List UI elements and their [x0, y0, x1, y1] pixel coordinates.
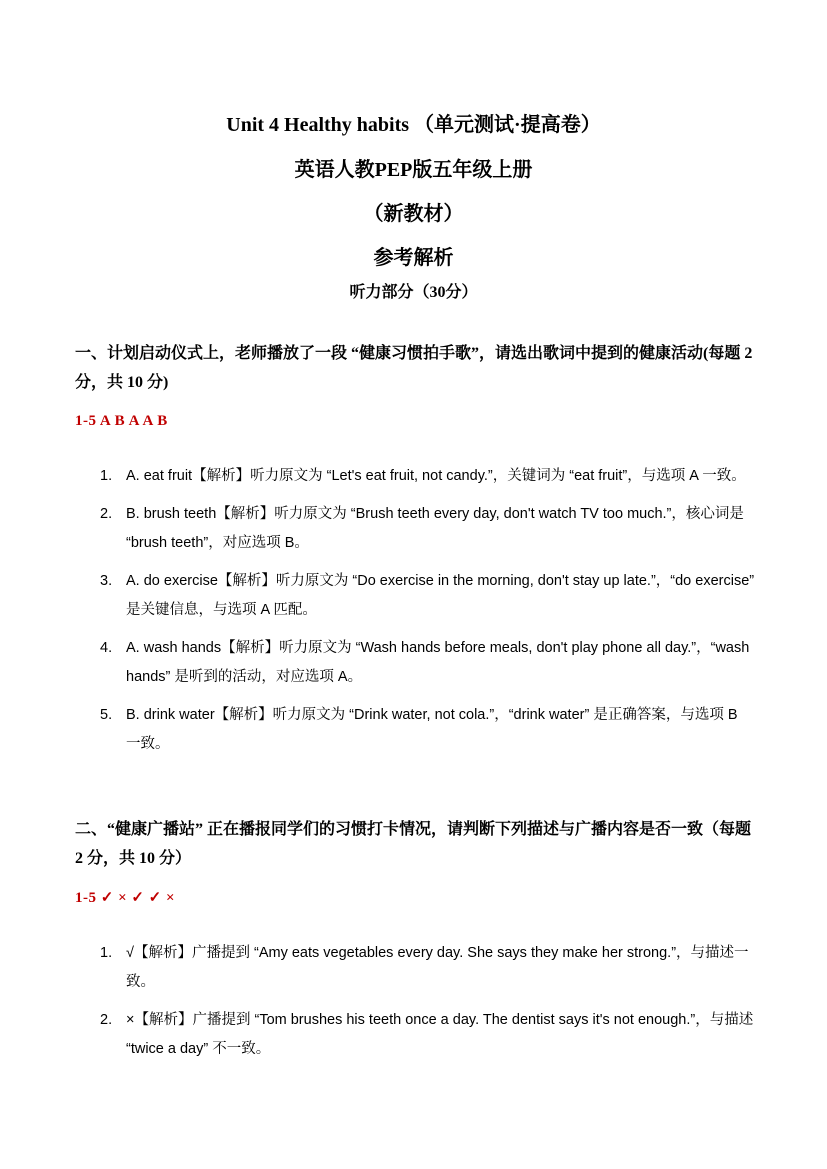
explanation-item [100, 462, 755, 491]
section-1-answers: 1-5 A B A A B [75, 413, 168, 429]
item-text: A. wash hands【解析】听力原文为 “Wash hands before meals, don't play phone all day.”，“wash hands” 是听到的活动，对应选项 A。 [126, 640, 750, 685]
section-2-answers: 1-5 ✓ × ✓ ✓ × [75, 890, 176, 906]
document-title: Unit 4 Healthy habits （单元测试·提高卷） [226, 114, 601, 136]
item-number: 2. [100, 1012, 113, 1028]
item-number: 5. [100, 707, 113, 723]
listening-part-label: 听力部分（30分） [349, 284, 478, 301]
section-2-explanations [100, 939, 755, 1073]
item-text: B. drink water【解析】听力原文为 “Drink water, not cola.”，“drink water” 是正确答案，与选项 B 一致。 [126, 707, 738, 752]
item-text: A. do exercise【解析】听力原文为 “Do exercise in the morning, don't stay up late.”，“do exercise” 是关键信息，与选项 A 匹配。 [126, 573, 755, 618]
edition-label: （新教材） [363, 203, 464, 225]
section-1-explanations [100, 462, 755, 768]
item-number: 2. [100, 506, 113, 522]
explanation-item [100, 567, 755, 625]
item-number: 1. [100, 468, 113, 484]
section-2-heading: 二、“健康广播站” 正在播报同学们的习惯打卡情况，请判断下列描述与广播内容是否一致（每题 2 分，共 10 分） [75, 821, 752, 867]
item-text: √【解析】广播提到 “Amy eats vegetables every day. She says they make her strong.”，与描述一致。 [126, 945, 749, 990]
document-subtitle: 英语人教PEP版五年级上册 [294, 159, 533, 181]
item-number: 4. [100, 640, 113, 656]
explanation-item [100, 1006, 755, 1064]
section-1-heading: 一、计划启动仪式上，老师播放了一段 “健康习惯拍手歌”，请选出歌词中提到的健康活动(每题 2 分，共 10 分) [75, 345, 753, 391]
answer-title: 参考解析 [373, 247, 454, 269]
explanation-item [100, 701, 755, 759]
item-text: ×【解析】广播提到 “Tom brushes his teeth once a day. The dentist says it's not enough.”，与描述 “twice a day” 不一致。 [126, 1012, 754, 1057]
item-text: A. eat fruit【解析】听力原文为 “Let's eat fruit, not candy.”，关键词为 “eat fruit”，与选项 A 一致。 [126, 468, 746, 484]
explanation-item [100, 939, 755, 997]
item-number: 3. [100, 573, 113, 589]
item-text: B. brush teeth【解析】听力原文为 “Brush teeth every day, don't watch TV too much.”，核心词是 “brush teeth”，对应选项 B。 [126, 506, 744, 551]
item-number: 1. [100, 945, 113, 961]
explanation-item [100, 634, 755, 692]
explanation-item [100, 500, 755, 558]
